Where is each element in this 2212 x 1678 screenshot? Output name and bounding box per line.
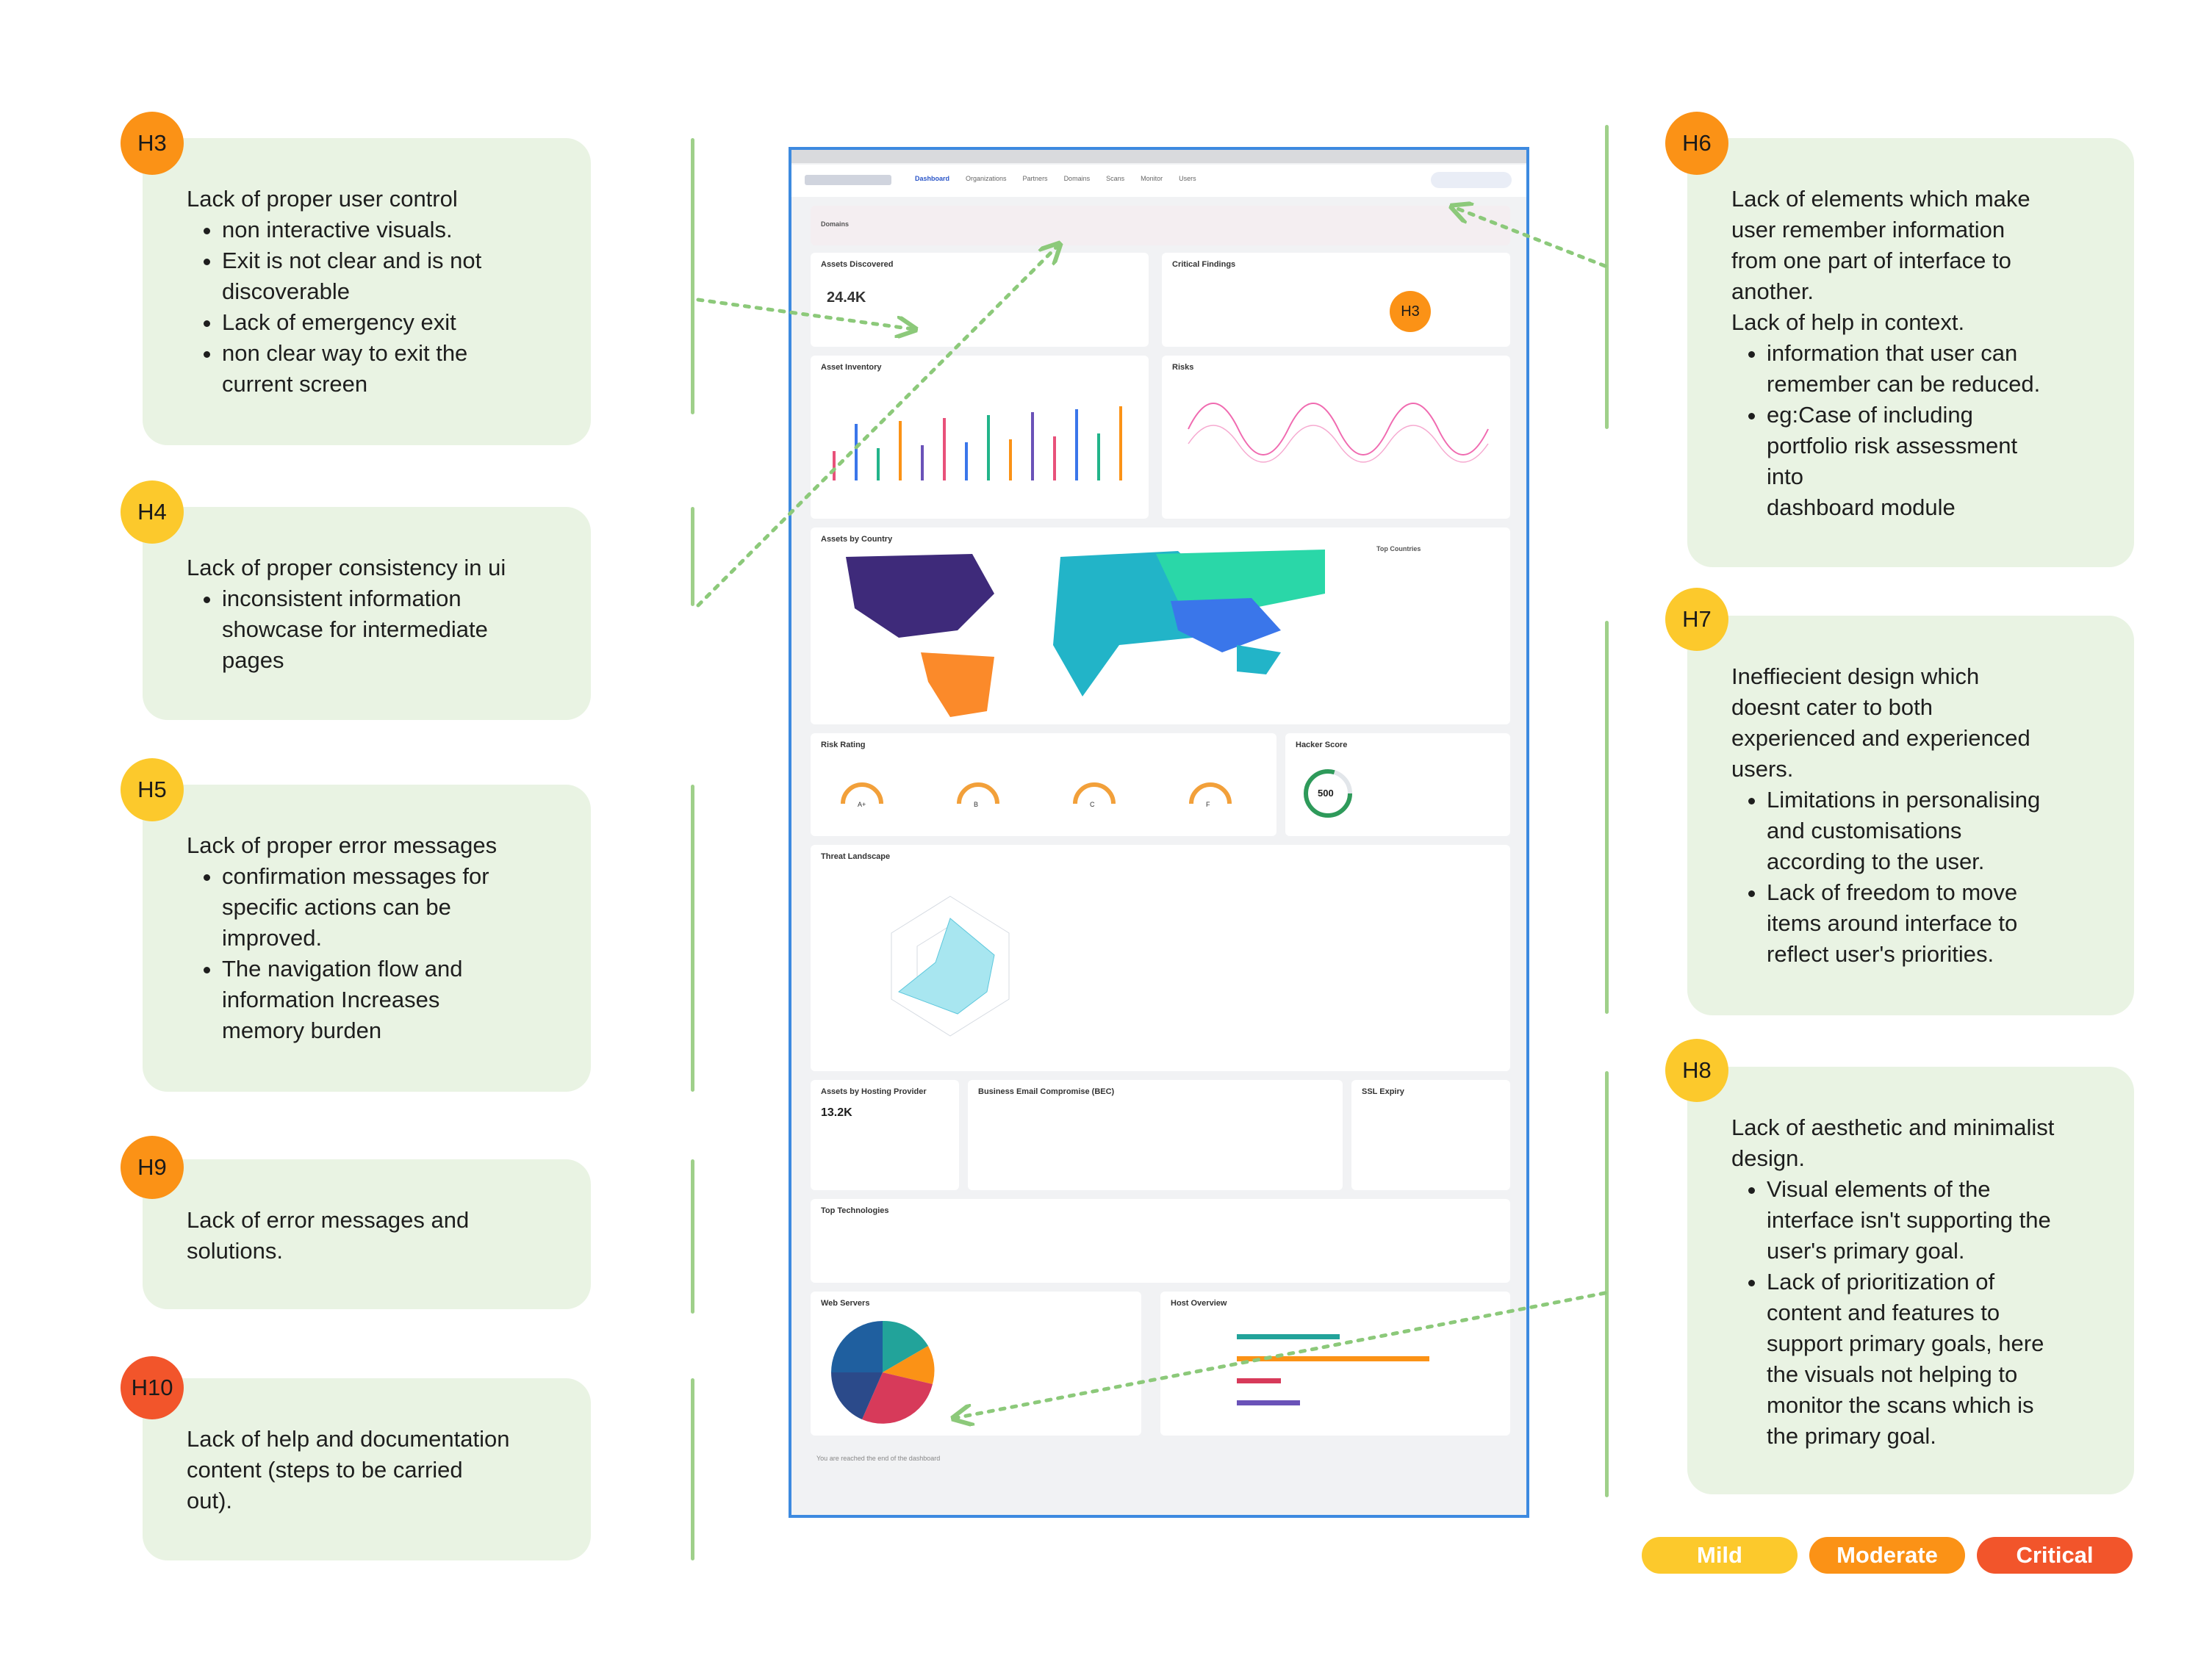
nav-tab[interactable]: Monitor <box>1141 175 1163 182</box>
card-lead: Lack of help and documentation content (steps to be carried out). <box>187 1426 510 1513</box>
nav-tab[interactable]: Partners <box>1022 175 1048 182</box>
card-bullet: • Lack of freedom to move items around interface to reflect user's priorities. <box>1767 877 2105 970</box>
panel-title: Web Servers <box>821 1299 870 1308</box>
card-lead: Ineffiecient design which doesnt cater to both experienced and experienced users. <box>1731 663 2030 782</box>
hacker-score-value: 500 <box>1318 788 1334 799</box>
risk-grade-label: C <box>1090 801 1095 808</box>
panel-title: Critical Findings <box>1172 260 1236 269</box>
panel-title: Domains <box>821 220 850 228</box>
card-bullet: • Lack of prioritization of content and features to support primary goals, here the visuals not helping to monitor the scans which is the primary goal. <box>1767 1267 2105 1452</box>
assets-value: 24.4K <box>827 289 866 306</box>
panel-title: Assets by Country <box>821 535 893 544</box>
card-lead: Lack of proper consistency in ui <box>187 555 506 580</box>
panel-title: Risk Rating <box>821 741 866 749</box>
card-bullet: • eg:Case of including portfolio risk assessment into dashboard module <box>1767 400 2105 523</box>
badge-h9: H9 <box>121 1136 184 1199</box>
card-bullet: • The navigation flow and information Increases memory burden <box>222 954 561 1046</box>
panel-title: Asset Inventory <box>821 363 882 372</box>
card-lead: Lack of elements which make user remember information from one part of interface to another. Lack of help in context. <box>1731 186 2030 335</box>
legend-moderate: Moderate <box>1809 1537 1965 1574</box>
nav-tab[interactable]: Domains <box>1063 175 1091 182</box>
card-lead: Lack of proper user control <box>187 186 458 212</box>
connector-h8 <box>955 1293 1605 1418</box>
connector-h3 <box>698 300 913 329</box>
panel-title: Hacker Score <box>1296 741 1348 749</box>
badge-h6: H6 <box>1665 112 1728 175</box>
card-bullet: • Visual elements of the interface isn't supporting the user's primary goal. <box>1767 1174 2105 1267</box>
inline-badge-h3: H3 <box>1390 291 1431 332</box>
nav-tab[interactable]: Scans <box>1106 175 1125 182</box>
panel-title: Top Countries <box>1376 545 1421 552</box>
panel-title: Host Overview <box>1171 1299 1227 1308</box>
panel-title: Risks <box>1172 363 1194 372</box>
hosting-value: 13.2K <box>821 1106 852 1119</box>
card-bullet: • Exit is not clear and is not discoverable <box>222 245 561 307</box>
badge-h8: H8 <box>1665 1039 1728 1102</box>
nav-tab[interactable]: Organizations <box>966 175 1007 182</box>
card-bullet: • confirmation messages for specific actions can be improved. <box>222 861 561 954</box>
card-bullet: • information that user can remember can be reduced. <box>1767 338 2105 400</box>
badge-h3: H3 <box>121 112 184 175</box>
card-bullet: • inconsistent information showcase for intermediate pages <box>222 583 561 676</box>
card-bullet: • Limitations in personalising and customisations according to the user. <box>1767 785 2105 877</box>
panel-title: Threat Landscape <box>821 852 891 861</box>
panel-title: Assets by Hosting Provider <box>821 1087 927 1096</box>
card-lead: Lack of aesthetic and minimalist design. <box>1731 1115 2055 1171</box>
card-bullet: • non interactive visuals. <box>222 215 561 245</box>
panel-title: SSL Expiry <box>1362 1087 1404 1096</box>
badge-h5: H5 <box>121 758 184 821</box>
connector-h4 <box>698 245 1058 605</box>
legend-mild: Mild <box>1642 1537 1798 1574</box>
connector-h6 <box>1454 207 1605 266</box>
panel-title: Assets Discovered <box>821 260 894 269</box>
card-bullet: • Lack of emergency exit <box>222 307 561 338</box>
card-bullet: • non clear way to exit the current screen <box>222 338 561 400</box>
card-lead: Lack of error messages and solutions. <box>187 1207 470 1264</box>
risk-grade-label: A+ <box>858 801 866 808</box>
risk-grade-label: F <box>1206 801 1210 808</box>
badge-h4: H4 <box>121 480 184 544</box>
risk-grade-label: B <box>974 801 979 808</box>
panel-title: Top Technologies <box>821 1206 889 1215</box>
nav-tab[interactable]: Dashboard <box>915 175 950 182</box>
nav-tab[interactable]: Users <box>1179 175 1196 182</box>
legend-critical: Critical <box>1977 1537 2133 1574</box>
footer-note: You are reached the end of the dashboard <box>816 1455 941 1462</box>
badge-h10: H10 <box>121 1356 184 1419</box>
badge-h7: H7 <box>1665 588 1728 651</box>
panel-title: Business Email Compromise (BEC) <box>978 1087 1115 1096</box>
card-lead: Lack of proper error messages <box>187 832 498 858</box>
